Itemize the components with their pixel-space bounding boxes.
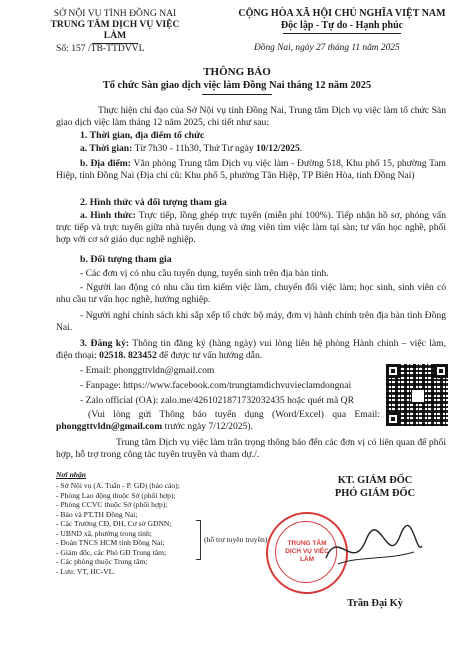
- place-label: b. Địa điểm:: [80, 158, 131, 169]
- signature-scribble: [318, 518, 428, 578]
- contact-email[interactable]: - Email: phonggttvldn@gmail.com: [80, 365, 215, 376]
- target-heading: b. Đối tượng tham gia: [80, 254, 172, 265]
- qr-finder-top-right: [434, 364, 448, 378]
- signer-name: Trần Đại Kỳ: [347, 598, 403, 609]
- recipient-item: - UBND xã, phường trong tỉnh;: [56, 528, 152, 538]
- recipient-item: - Lưu: VT, HC-VL.: [56, 566, 116, 576]
- target-item-2: - Người lao động có nhu cầu tìm kiếm việc làm, chuyển đổi việc làm; học sinh, sinh viên có nhu cầu tư vấn học nghề, hướng nghiệp.: [56, 282, 446, 305]
- send-notice-email[interactable]: phonggttvldn@gmail.com: [56, 421, 163, 432]
- time-date: 10/12/2025: [256, 143, 300, 154]
- recipients-bracket: [196, 520, 201, 560]
- signature-block: [300, 474, 450, 500]
- recipients-bracket-note: (hỗ trợ tuyên truyền): [204, 535, 268, 544]
- recipients-list: [56, 481, 246, 576]
- time-line: a. Thời gian: Từ 7h30 - 11h30, Thứ Tư ngày 10/12/2025.: [80, 143, 303, 154]
- time-text: Từ 7h30 - 11h30, Thứ Tư ngày: [134, 143, 257, 154]
- registration-text-end: để được tư vấn hướng dẫn.: [156, 350, 263, 361]
- title-rule: [202, 94, 272, 95]
- recipient-item: - Báo và PT,TH Đồng Nai;: [56, 509, 138, 519]
- form-text: Trực tiếp, lồng ghép trực tuyến (miễn phí 100%). Tiếp nhận hồ sơ, phỏng vấn trực tiếp và trực tuyến giữa nhà tuyển dụng và ứng viên tìm việc làm tại sàn; tư vấn học nghề, phối hợp với cơ sở giáo dục nghề nghiệp.: [56, 210, 446, 245]
- qr-finder-top-left: [386, 364, 400, 378]
- recipient-item: - Đoàn TNCS HCM tỉnh Đồng Nai;: [56, 538, 165, 547]
- send-notice: [56, 409, 380, 433]
- qr-finder-bottom-left: [386, 412, 400, 426]
- recipient-item: - Phòng Lao động thuộc Sở (phối hợp);: [56, 490, 176, 500]
- agency-name: TRUNG TÂM DỊCH VỤ VIỆC LÀM: [50, 19, 180, 41]
- section2-heading: 2. Hình thức và đối tượng tham gia: [80, 197, 227, 208]
- registration-text: Thông tin đăng ký (hàng ngày) vui lòng liên hệ phòng Hành chính – việc làm, điện thoại:: [56, 338, 446, 361]
- send-notice-deadline: trước ngày 7/12/2025).: [162, 421, 253, 432]
- registration-phone: 02518. 823452: [99, 350, 157, 361]
- recipient-item: - Sở Nội vụ (A. Tuấn - P. GĐ) (báo cáo);: [56, 481, 180, 490]
- contact-fanpage[interactable]: - Fanpage: https://www.facebook.com/trungtamdichvuvieclamdongnai: [80, 380, 352, 391]
- contact-zalo[interactable]: - Zalo official (OA): zalo.me/4261021871732032435 hoặc quét mã QR: [80, 395, 354, 406]
- signature-line-2: PHÓ GIÁM ĐỐC: [334, 488, 416, 499]
- target-item-3: - Người nghỉ chính sách khi sắp xếp tổ chức bộ máy, đơn vị hành chính trên địa bàn tỉnh Đồng Nai.: [56, 310, 446, 333]
- target-item-1: - Các đơn vị có nhu cầu tuyển dụng, tuyển sinh trên địa bàn tỉnh.: [80, 268, 329, 279]
- send-notice-text: (Vui lòng gửi Thông báo tuyển dụng (Word/Excel) qua Email:: [88, 409, 380, 420]
- document-subtitle: Tổ chức Sàn giao dịch việc làm Đồng Nai tháng 12 năm 2025: [102, 80, 372, 91]
- form-paragraph: [56, 210, 446, 246]
- recipient-item: - Giám đốc, các Phó GĐ Trung tâm;: [56, 547, 167, 557]
- motto: Độc lập - Tự do - Hạnh phúc: [280, 20, 404, 31]
- motto-rule: [283, 33, 401, 34]
- registration-paragraph: [56, 338, 446, 362]
- document-number: Số: 157 /TB-TTDVVL: [56, 43, 145, 54]
- zalo-qr-code[interactable]: [386, 364, 448, 426]
- recipient-item: - Các Trường CĐ, ĐH, Cơ sở GDNN;: [56, 519, 172, 528]
- closing-paragraph: Trung tâm Dịch vụ việc làm trân trọng thông báo đến các đơn vị có liên quan để phối hợp, hỗ trợ trong công tác tuyên truyền và tham dự./.: [56, 437, 446, 460]
- country-name: CỘNG HÒA XÃ HỘI CHỦ NGHĨA VIỆT NAM: [238, 8, 446, 19]
- place-text: Văn phòng Trung tâm Dịch vụ việc làm - Đường 518, Khu phố 15, phường Tam Hiệp, tỉnh Đồng Nai (Địa chỉ cũ: Khu phố 5, phường Tân Hiệp, TP Biên Hòa, tỉnh Đồng Nai): [56, 158, 446, 181]
- stamp-text: TRUNG TÂM DỊCH VỤ VIỆC LÀM: [285, 540, 329, 563]
- recipient-item: - Các phòng thuộc Trung tâm;: [56, 557, 148, 566]
- registration-label: 3. Đăng ký:: [80, 338, 130, 349]
- section1-heading: 1. Thời gian, địa điểm tổ chức: [80, 130, 205, 141]
- form-label: a. Hình thức:: [80, 210, 136, 221]
- agency-header: [40, 8, 190, 44]
- place-date: Đồng Nai, ngày 27 tháng 11 năm 2025: [254, 43, 400, 53]
- time-label: a. Thời gian:: [80, 143, 133, 154]
- agency-parent: SỞ NỘI VỤ TỈNH ĐỒNG NAI: [53, 8, 177, 19]
- recipients-title: Nơi nhận: [56, 470, 87, 479]
- national-header: [222, 8, 462, 34]
- recipient-item: - Phòng CCVC thuộc Sở (phối hợp);: [56, 500, 168, 509]
- signature-line-1: KT. GIÁM ĐỐC: [337, 475, 413, 486]
- intro-paragraph: Thực hiện chỉ đạo của Sở Nội vụ tỉnh Đồng Nai, Trung tâm Dịch vụ việc làm tổ chức Sàn giao dịch việc làm tháng 12 năm 2025, chi tiết như sau:: [56, 105, 446, 128]
- place-paragraph: [56, 158, 446, 182]
- qr-center-logo: [411, 389, 425, 403]
- document-title: THÔNG BÁO: [203, 66, 271, 78]
